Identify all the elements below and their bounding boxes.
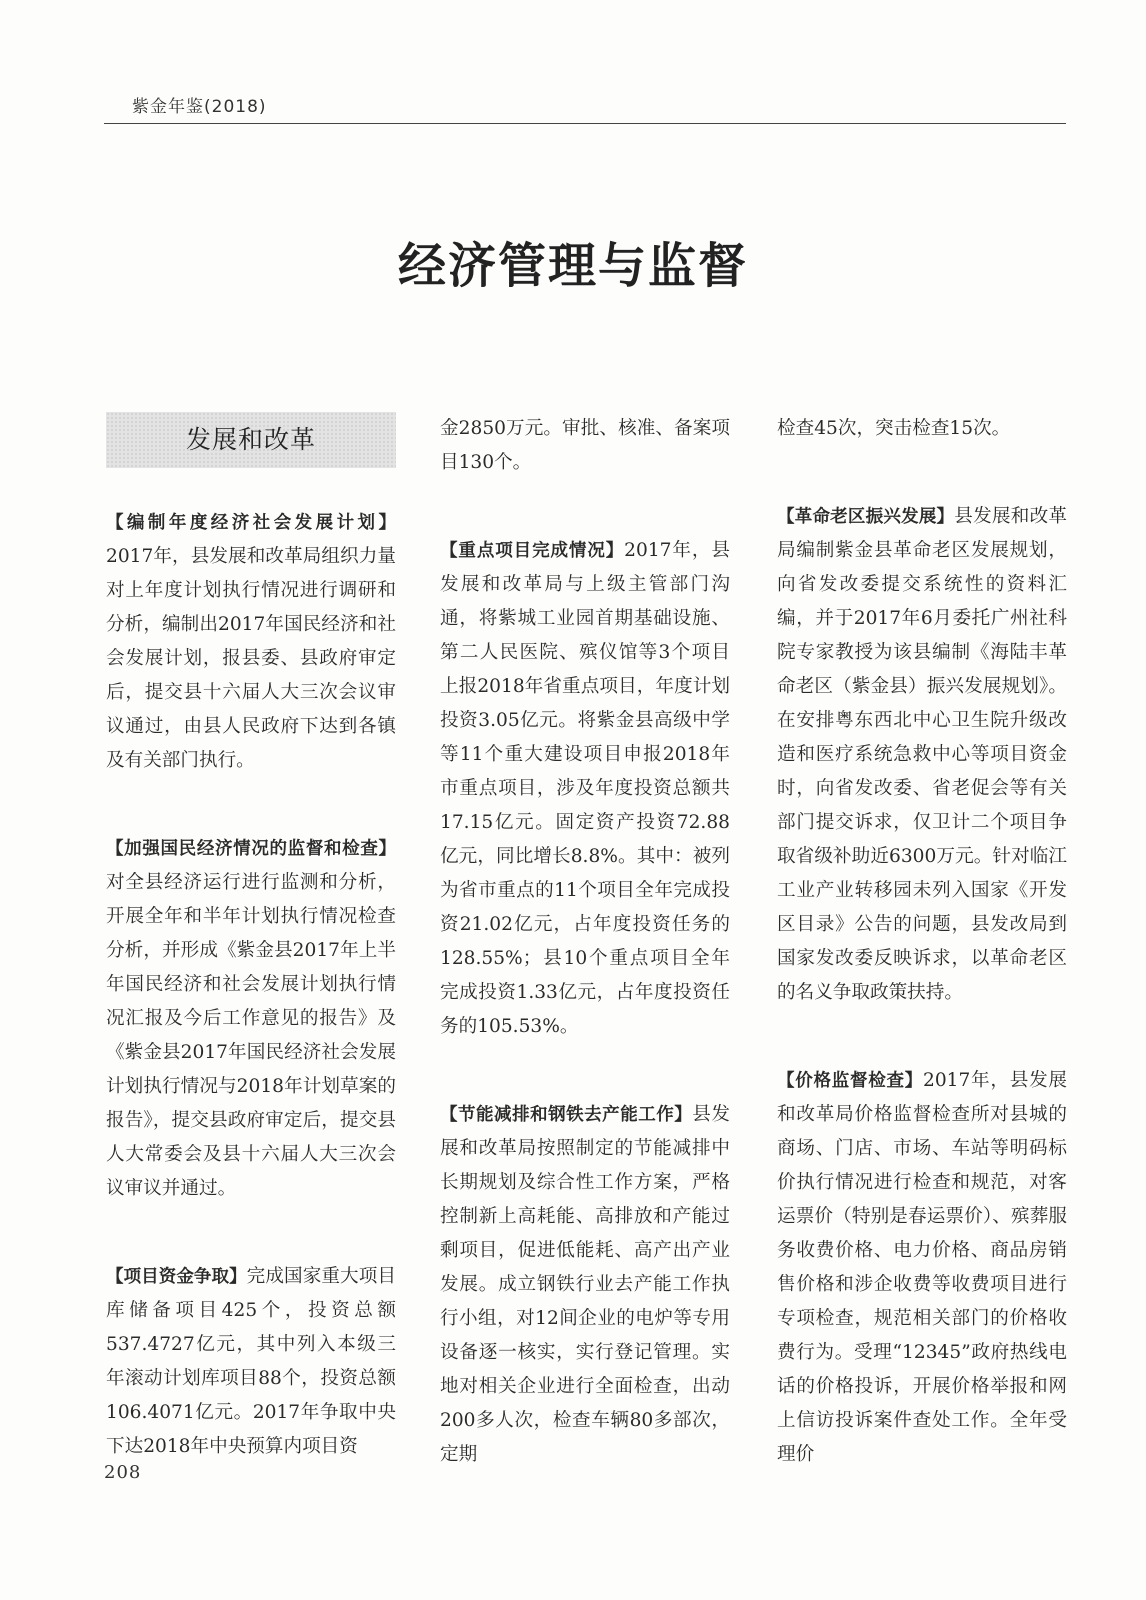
paragraph-heading: 【项目资金争取】 [106, 1267, 247, 1287]
header-rule [104, 123, 1066, 124]
paragraph-body: 检查45次，突击检查15次。 [777, 418, 1011, 439]
section-title: 发展和改革 [185, 425, 316, 454]
paragraph-heading: 【重点项目完成情况】 [440, 541, 625, 561]
paragraph [440, 412, 730, 480]
paragraph [777, 412, 1067, 446]
paragraph [440, 1098, 730, 1472]
paragraph-heading: 【加强国民经济情况的监督和检查】 [106, 839, 396, 859]
paragraph [777, 1064, 1067, 1472]
paragraph-heading: 【革命老区振兴发展】 [777, 507, 955, 527]
paragraph [106, 832, 396, 1206]
column-3 [777, 412, 1067, 1472]
paragraph [777, 500, 1067, 1010]
paragraph-body: 对全县经济运行进行监测和分析，开展全年和半年计划执行情况检查分析，并形成《紫金县2017年上半年国民经济和社会发展计划执行情况汇报及今后工作意见的报告》及《紫金县2017年国民经济社会发展计划执行情况与2018年计划草案的报告》，提交县政府审定后，提交县人大常委会及县十六届人大三次会议审议并通过。 [106, 872, 396, 1199]
section-title-box [106, 412, 396, 468]
paragraph-body: 2017年，县发展和改革局组织力量对上年度计划执行情况进行调研和分析，编制出2017年国民经济和社会发展计划，报县委、县政府审定后，提交县十六届人大三次会议审议通过，由县人民政府下达到各镇及有关部门执行。 [106, 546, 396, 771]
paragraph-body: 金2850万元。审批、核准、备案项目130个。 [440, 418, 730, 473]
paragraph-body: 2017年，县发展和改革局与上级主管部门沟通，将紫城工业园首期基础设施、第二人民医院、殡仪馆等3个项目上报2018年省重点项目，年度计划投资3.05亿元。将紫金县高级中学等11个重大建设项目申报2018年市重点项目，涉及年度投资总额共17.15亿元。固定资产投资72.88亿元，同比增长8.8%。其中：被列为省市重点的11个项目全年完成投资21.02亿元，占年度投资任务的128.55%；县10个重点项目全年完成投资1.33亿元，占年度投资任务的105.53%。 [440, 540, 731, 1037]
paragraph [106, 506, 396, 778]
paragraph-heading: 【价格监督检查】 [777, 1071, 923, 1091]
paragraph-body: 县发展和改革局按照制定的节能减排中长期规划及综合性工作方案，严格控制新上高耗能、高排放和产能过剩项目，促进低能耗、高产出产业发展。成立钢铁行业去产能工作执行小组，对12间企业的电炉等专用设备逐一核实，实行登记管理。实地对相关企业进行全面检查，出动200多人次，检查车辆80多部次，定期 [440, 1104, 730, 1465]
paragraph [106, 1260, 396, 1464]
paragraph-heading: 【编制年度经济社会发展计划】 [106, 513, 396, 533]
column-2 [440, 412, 730, 1472]
paragraph-body: 2017年，县发展和改革局价格监督检查所对县城的商场、门店、市场、车站等明码标价执行情况进行检查和规范，对客运票价（特别是春运票价）、殡葬服务收费价格、电力价格、商品房销售价格和涉企收费等收费项目进行专项检查，规范相关部门的价格收费行为。受理“12345”政府热线电话的价格投诉，开展价格举报和网上信访投诉案件查处工作。全年受理价 [777, 1070, 1068, 1465]
chapter-title: 经济管理与监督 [397, 238, 748, 294]
paragraph-body: 完成国家重大项目库储备项目425个，投资总额537.4727亿元，其中列入本级三年滚动计划库项目88个，投资总额106.4071亿元。2017年争取中央下达2018年中央预算内项目资 [106, 1266, 396, 1457]
paragraph-body: 县发展和改革局编制紫金县革命老区发展规划，向省发改委提交系统性的资料汇编，并于2017年6月委托广州社科院专家教授为该县编制《海陆丰革命老区（紫金县）振兴发展规划》。在安排粤东西北中心卫生院升级改造和医疗系统急救中心等项目资金时，向省发改委、省老促会等有关部门提交诉求，仅卫计二个项目争取省级补助近6300万元。针对临江工业产业转移园未列入国家《开发区目录》公告的问题，县发改局到国家发改委反映诉求，以革命老区的名义争取政策扶持。 [777, 506, 1067, 1003]
paragraph [440, 534, 730, 1044]
page-number: 208 [104, 1462, 142, 1483]
paragraph-heading: 【节能减排和钢铁去产能工作】 [440, 1105, 693, 1125]
running-header: 紫金年鉴(2018) [132, 97, 267, 117]
column-1 [106, 412, 396, 1464]
